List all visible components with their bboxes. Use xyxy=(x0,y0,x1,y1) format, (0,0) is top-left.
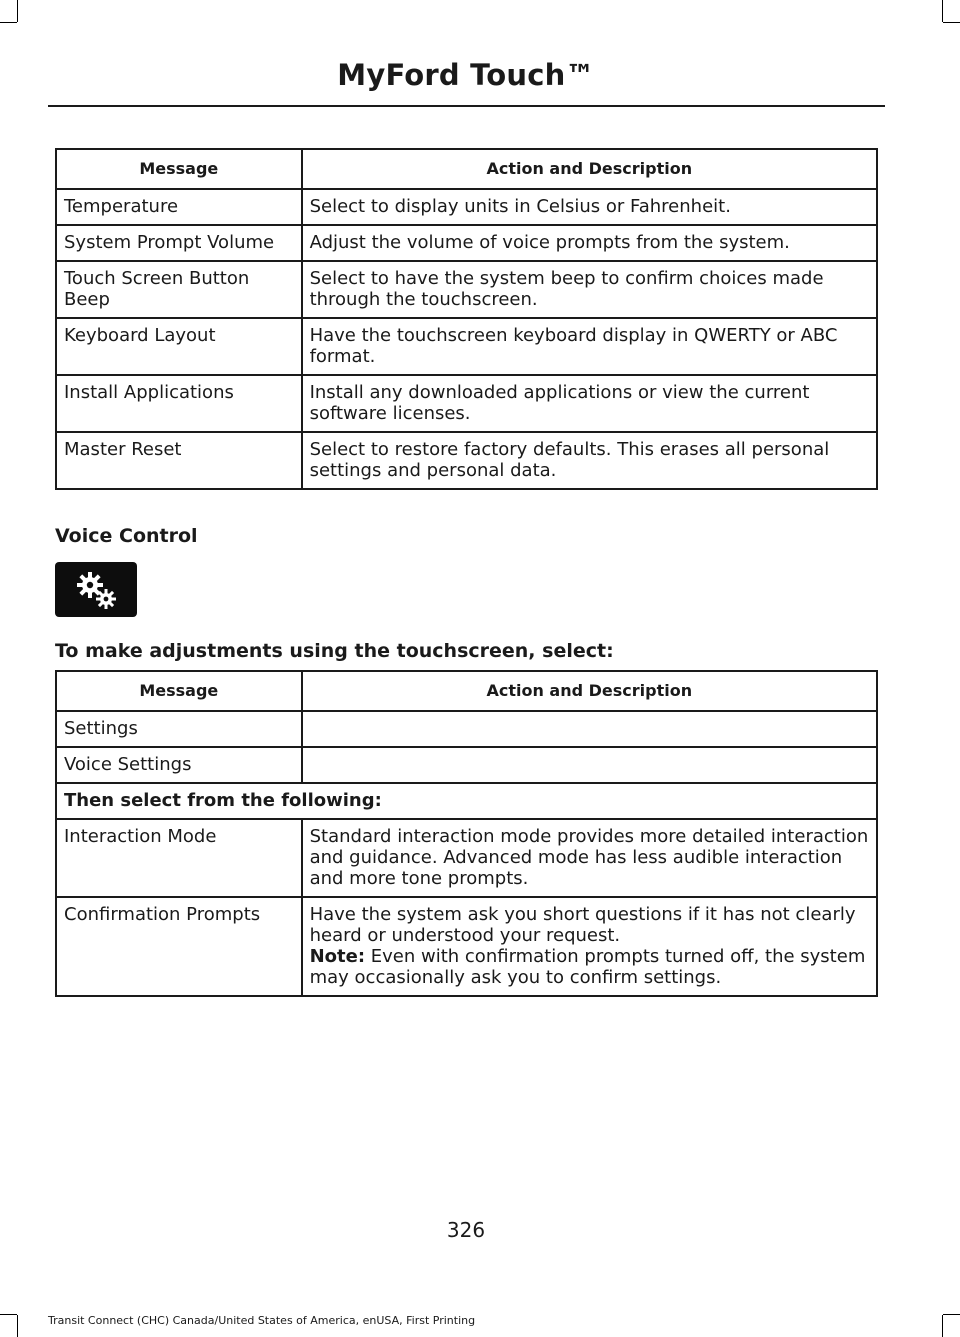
note-text: Even with confirmation prompts turned off, the system may occasionally ask you to confirm settings. xyxy=(309,946,866,988)
table-header-row xyxy=(56,149,877,189)
table-row xyxy=(56,819,877,897)
column-header-action: Action and Description xyxy=(302,671,877,711)
crop-mark xyxy=(942,0,943,22)
gears-glyph xyxy=(73,568,119,612)
section-heading: Voice Control xyxy=(55,525,198,547)
description-cell xyxy=(302,711,877,747)
table-row xyxy=(56,375,877,432)
message-cell: Voice Settings xyxy=(56,747,302,783)
column-header-message: Message xyxy=(56,671,302,711)
table-row xyxy=(56,897,877,996)
table-row xyxy=(56,783,877,819)
crop-mark xyxy=(943,1314,960,1315)
message-cell: Touch Screen Button Beep xyxy=(56,261,302,318)
crop-mark xyxy=(17,1315,18,1337)
crop-mark xyxy=(0,22,17,23)
message-cell: Keyboard Layout xyxy=(56,318,302,375)
message-cell: Confirmation Prompts xyxy=(56,897,302,996)
column-header-message: Message xyxy=(56,149,302,189)
table-row xyxy=(56,261,877,318)
crop-mark xyxy=(943,22,960,23)
description-cell: Install any downloaded applications or view the current software licenses. xyxy=(302,375,877,432)
message-cell: Master Reset xyxy=(56,432,302,489)
crop-mark xyxy=(0,1314,17,1315)
page-number: 326 xyxy=(446,1218,486,1242)
description-text: Have the system ask you short questions if it has not clearly heard or understood your request. xyxy=(309,904,856,946)
description-cell: Standard interaction mode provides more detailed interaction and guidance. Advanced mode has less audible interaction and more tone prompts. xyxy=(302,819,877,897)
description-cell: Select to display units in Celsius or Fahrenheit. xyxy=(302,189,877,225)
description-cell: Select to have the system beep to confirm choices made through the touchscreen. xyxy=(302,261,877,318)
message-cell: Settings xyxy=(56,711,302,747)
table-row xyxy=(56,318,877,375)
table-row xyxy=(56,747,877,783)
message-cell: Interaction Mode xyxy=(56,819,302,897)
page-title: MyFord Touch™ xyxy=(337,58,595,92)
voice-settings-table xyxy=(55,670,878,997)
table-row xyxy=(56,225,877,261)
description-cell: Have the touchscreen keyboard display in QWERTY or ABC format. xyxy=(302,318,877,375)
message-cell: Temperature xyxy=(56,189,302,225)
crop-mark xyxy=(942,1315,943,1337)
description-cell: Adjust the volume of voice prompts from the system. xyxy=(302,225,877,261)
description-cell xyxy=(302,747,877,783)
message-cell: Install Applications xyxy=(56,375,302,432)
title-divider xyxy=(48,105,885,107)
table-row xyxy=(56,189,877,225)
table-header-row xyxy=(56,671,877,711)
description-cell xyxy=(302,897,877,996)
note-label: Note: xyxy=(309,946,366,967)
crop-mark xyxy=(17,0,18,22)
span-row-heading: Then select from the following: xyxy=(56,783,877,819)
table-row xyxy=(56,711,877,747)
message-cell: System Prompt Volume xyxy=(56,225,302,261)
table-row xyxy=(56,432,877,489)
footer-text: Transit Connect (CHC) Canada/United States of America, enUSA, First Printing xyxy=(48,1314,476,1327)
settings-gears-icon xyxy=(55,562,137,617)
description-cell: Select to restore factory defaults. This erases all personal settings and personal data. xyxy=(302,432,877,489)
instruction-heading: To make adjustments using the touchscreen, select: xyxy=(55,640,614,662)
note xyxy=(310,946,869,988)
settings-table xyxy=(55,148,878,490)
column-header-action: Action and Description xyxy=(302,149,877,189)
